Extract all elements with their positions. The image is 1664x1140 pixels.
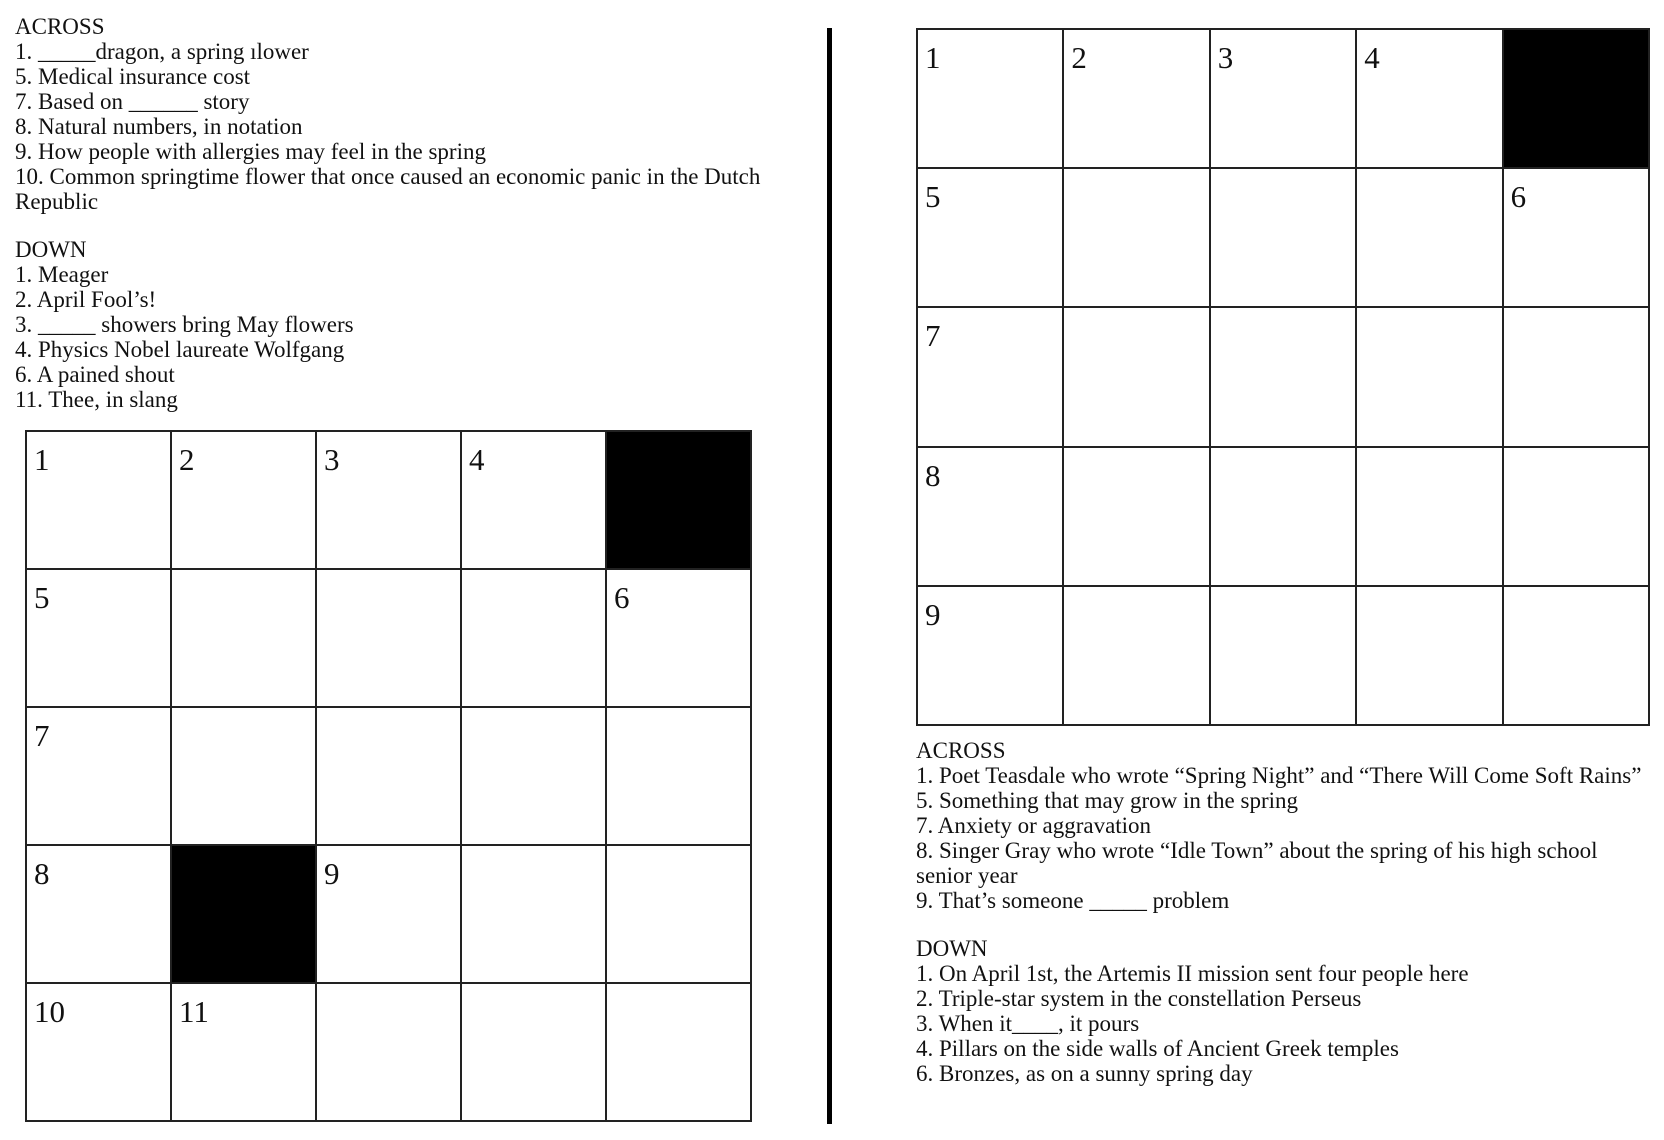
grid-cell[interactable]: [1357, 308, 1503, 447]
grid-cell[interactable]: [607, 708, 752, 846]
clue-number: 1: [34, 442, 50, 477]
puzzle-a-clues: [15, 14, 775, 412]
down-heading: DOWN: [916, 936, 988, 961]
black-square: [172, 846, 317, 984]
grid-cell[interactable]: [1211, 587, 1357, 726]
grid-cell[interactable]: [1504, 308, 1650, 447]
grid-cell[interactable]: [462, 570, 607, 708]
grid-cell[interactable]: [1504, 448, 1650, 587]
grid-cell[interactable]: [1064, 169, 1210, 308]
down-clue-4: 4. Physics Nobel laureate Wolfgang: [15, 337, 345, 362]
grid-cell[interactable]: [27, 570, 172, 708]
grid-cell[interactable]: [918, 448, 1064, 587]
clue-number: 7: [34, 718, 50, 753]
grid-cell[interactable]: [1211, 448, 1357, 587]
grid-cell[interactable]: [1357, 169, 1503, 308]
down-clue-6: 6. A pained shout: [15, 362, 175, 387]
down-clue-6: 6. Bronzes, as on a sunny spring day: [916, 1061, 1253, 1086]
grid-cell[interactable]: [918, 587, 1064, 726]
grid-cell[interactable]: [172, 708, 317, 846]
across-heading: ACROSS: [15, 14, 105, 39]
grid-cell[interactable]: [172, 432, 317, 570]
clue-number: 8: [925, 457, 941, 493]
clue-number: 7: [925, 318, 941, 354]
grid-cell[interactable]: [1211, 169, 1357, 308]
clue-number: 9: [324, 856, 340, 891]
grid-cell[interactable]: [1064, 30, 1210, 169]
page-divider: [827, 28, 832, 1124]
clue-number: 9: [925, 596, 941, 632]
down-clue-11: 11. Thee, in slang: [15, 387, 178, 412]
across-clue-8: 8. Natural numbers, in notation: [15, 114, 303, 139]
down-heading: DOWN: [15, 237, 87, 262]
grid-cell[interactable]: [27, 432, 172, 570]
grid-cell[interactable]: [918, 169, 1064, 308]
grid-cell[interactable]: [27, 984, 172, 1122]
black-square: [1504, 30, 1650, 169]
grid-cell[interactable]: [317, 570, 462, 708]
clue-number: 1: [925, 40, 941, 75]
clue-number: 6: [1510, 179, 1527, 215]
clue-number: 4: [1364, 40, 1380, 75]
grid-cell[interactable]: [1357, 587, 1503, 726]
down-clue-4: 4. Pillars on the side walls of Ancient Greek temples: [916, 1036, 1399, 1061]
grid-cell[interactable]: [918, 30, 1064, 169]
across-clue-9: 9. That’s someone _____ problem: [916, 888, 1230, 913]
grid-cell[interactable]: [607, 984, 752, 1122]
down-clue-2: 2. Triple-star system in the constellation Perseus: [916, 986, 1362, 1011]
across-clue-8: 8. Singer Gray who wrote “Idle Town” about the spring of his high school senior year: [916, 838, 1598, 888]
puzzle-a-grid: [25, 430, 752, 1122]
grid-cell[interactable]: [1504, 587, 1650, 726]
grid-cell[interactable]: [1357, 30, 1503, 169]
puzzle-b-clues: [916, 738, 1656, 1086]
grid-cell[interactable]: [317, 432, 462, 570]
down-clue-1: 1. On April 1st, the Artemis II mission sent four people here: [916, 961, 1469, 986]
down-clue-3: 3. When it____, it pours: [916, 1011, 1140, 1036]
grid-cell[interactable]: [317, 984, 462, 1122]
grid-cell[interactable]: [1064, 448, 1210, 587]
clue-number: 4: [469, 442, 485, 477]
clue-number: 2: [1071, 40, 1087, 75]
across-clue-1: 1. Poet Teasdale who wrote “Spring Night” and “There Will Come Soft Rains”: [916, 763, 1642, 788]
across-clue-1: 1. _____dragon, a spring ılower: [15, 39, 309, 64]
grid-cell[interactable]: [1211, 308, 1357, 447]
grid-cell[interactable]: [462, 432, 607, 570]
grid-cell[interactable]: [1064, 308, 1210, 447]
clue-number: 2: [179, 442, 195, 477]
clue-number: 5: [34, 580, 50, 615]
clue-number: 6: [614, 580, 630, 615]
grid-cell[interactable]: [1357, 448, 1503, 587]
grid-cell[interactable]: [27, 846, 172, 984]
across-heading: ACROSS: [916, 738, 1006, 763]
down-clue-3: 3. _____ showers bring May flowers: [15, 312, 354, 337]
grid-cell[interactable]: [462, 984, 607, 1122]
grid-cell[interactable]: [1504, 169, 1650, 308]
grid-cell[interactable]: [462, 846, 607, 984]
across-clue-10: 10. Common springtime flower that once caused an economic panic in the Dutch Republic: [15, 164, 761, 214]
across-clue-7: 7. Anxiety or aggravation: [916, 813, 1152, 838]
black-square: [607, 432, 752, 570]
clue-number: 8: [34, 856, 50, 891]
across-clue-5: 5. Medical insurance cost: [15, 64, 251, 89]
grid-cell[interactable]: [317, 846, 462, 984]
clue-number: 11: [179, 994, 209, 1029]
puzzle-b-grid: [916, 28, 1650, 726]
across-clue-7: 7. Based on ______ story: [15, 89, 250, 114]
grid-cell[interactable]: [462, 708, 607, 846]
grid-cell[interactable]: [317, 708, 462, 846]
grid-cell[interactable]: [172, 570, 317, 708]
clue-number: 3: [1217, 40, 1234, 75]
grid-cell[interactable]: [172, 984, 317, 1122]
down-clue-2: 2. April Fool’s!: [15, 287, 157, 312]
grid-cell[interactable]: [918, 308, 1064, 447]
across-clue-5: 5. Something that may grow in the spring: [916, 788, 1299, 813]
clue-number: 5: [925, 179, 941, 215]
grid-cell[interactable]: [1211, 30, 1357, 169]
grid-cell[interactable]: [27, 708, 172, 846]
clue-number: 10: [34, 994, 65, 1029]
grid-cell[interactable]: [607, 570, 752, 708]
grid-cell[interactable]: [607, 846, 752, 984]
down-clue-1: 1. Meager: [15, 262, 109, 287]
grid-cell[interactable]: [1064, 587, 1210, 726]
across-clue-9: 9. How people with allergies may feel in the spring: [15, 139, 486, 164]
clue-number: 3: [324, 442, 340, 477]
